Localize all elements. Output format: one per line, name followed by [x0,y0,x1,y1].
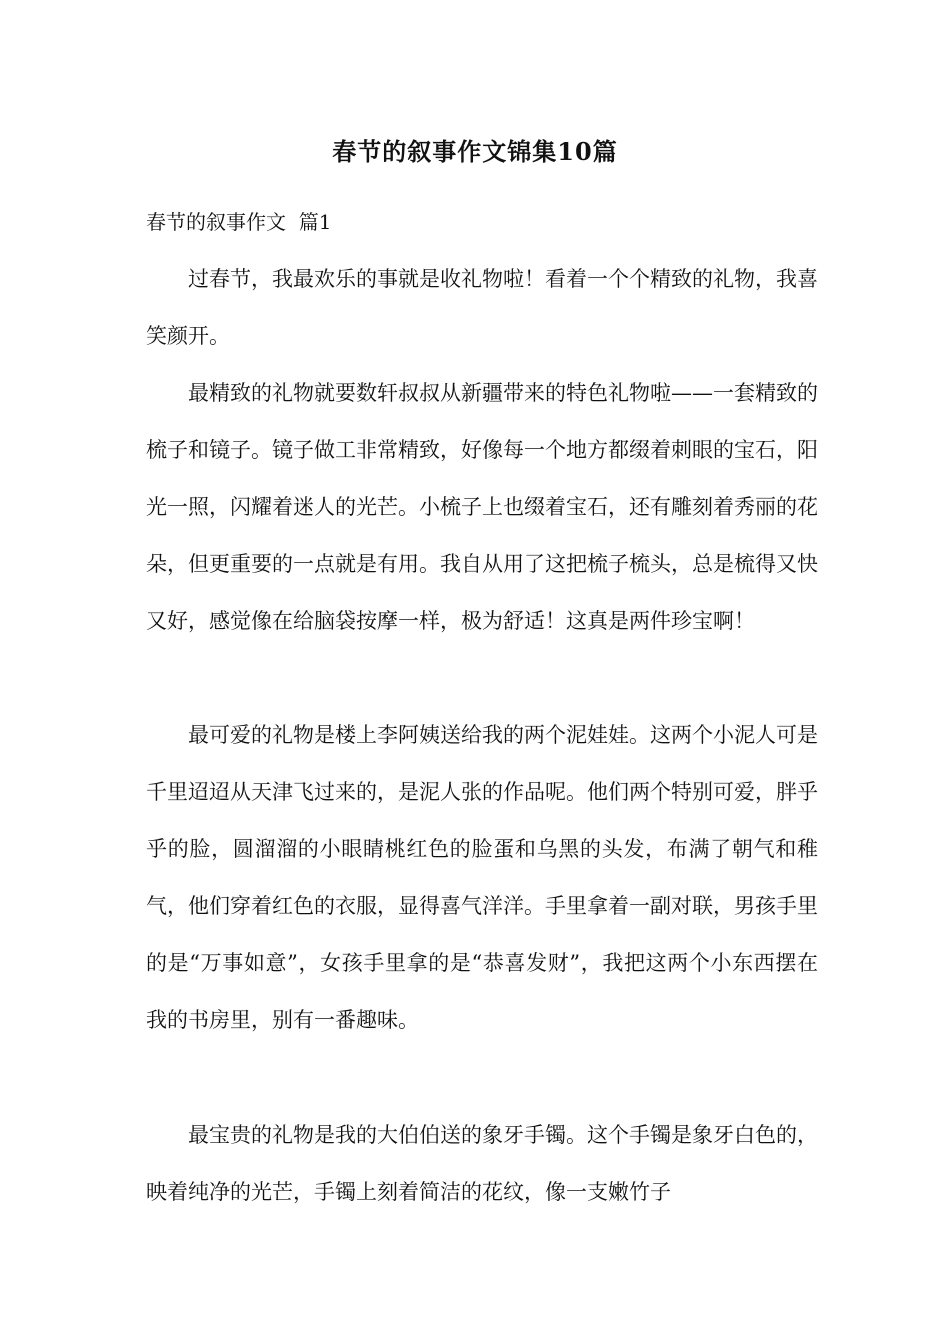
document-title: 春节的叙事作文锦集10篇 [332,137,618,166]
section-heading: 春节的叙事作文 篇1 [146,210,332,234]
paragraph: 最精致的礼物就要数轩叔叔从新疆带来的特色礼物啦——一套精致的梳子和镜子。镜子做工非常精致，好像每一个地方都缀着刺眼的宝石，阳光一照，闪耀着迷人的光芒。小梳子上也缀着宝石，还有雕刻着秀丽的花朵，但更重要的一点就是有用。我自从用了这把梳子梳头，总是梳得又快又好，感觉像在给脑袋按摩一样，极为舒适！这真是两件珍宝啊！ [146,381,818,633]
paragraph: 最可爱的礼物是楼上李阿姨送给我的两个泥娃娃。这两个小泥人可是千里迢迢从天津飞过来的，是泥人张的作品呢。他们两个特别可爱，胖乎乎的脸，圆溜溜的小眼睛桃红色的脸蛋和乌黑的头发，布满了朝气和稚气，他们穿着红色的衣服，显得喜气洋洋。手里拿着一副对联，男孩手里的是“万事如意”，女孩手里拿的是“恭喜发财”，我把这两个小东西摆在我的书房里，别有一番趣味。 [146,723,818,1032]
paragraph: 过春节，我最欢乐的事就是收礼物啦！看着一个个精致的礼物，我喜笑颜开。 [146,267,818,348]
paragraph: 最宝贵的礼物是我的大伯伯送的象牙手镯。这个手镯是象牙白色的，映着纯净的光芒，手镯上刻着简洁的花纹，像一支嫩竹子 [146,1123,818,1204]
